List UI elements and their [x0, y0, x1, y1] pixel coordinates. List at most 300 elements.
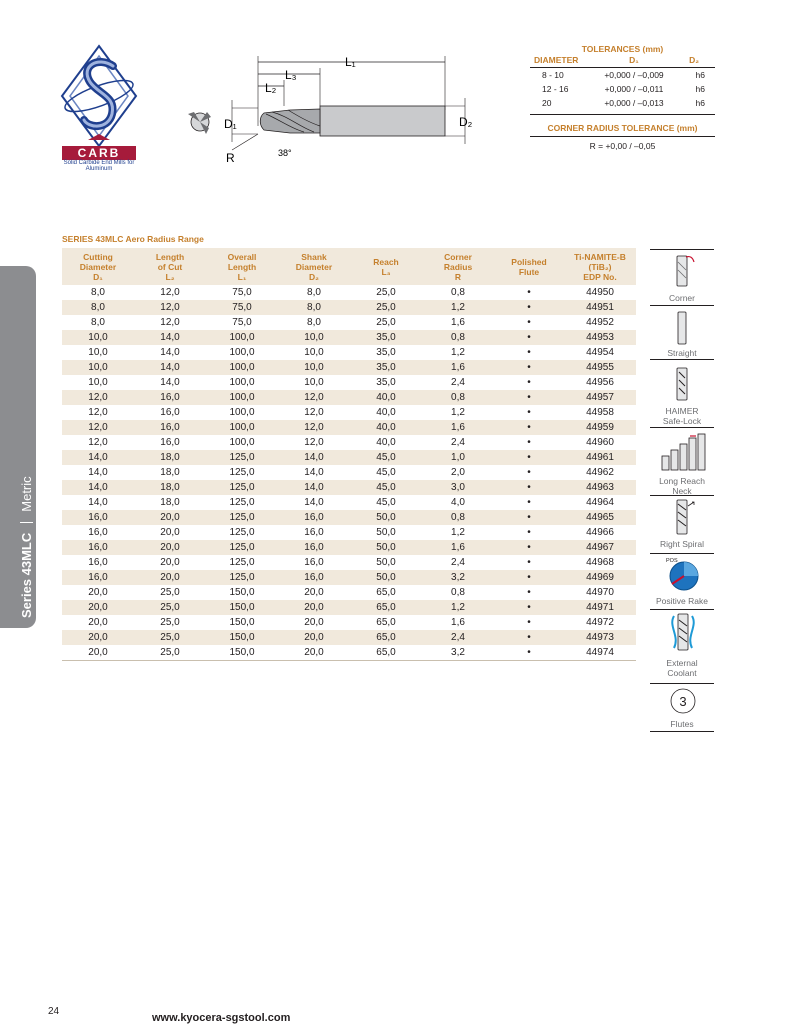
table-cell: 14,0	[134, 360, 206, 375]
table-cell: 44956	[586, 377, 614, 388]
table-cell: 100,0	[229, 437, 255, 448]
table-cell: •	[527, 557, 531, 568]
positive-rake-icon	[650, 554, 714, 596]
l3-label: L₃	[285, 68, 297, 82]
table-cell: 16,0	[88, 527, 108, 538]
table-cell: •	[527, 467, 531, 478]
table-row	[62, 360, 636, 375]
table-cell: 16,0	[160, 407, 180, 418]
table-cell: 18,0	[160, 467, 180, 478]
table-row	[62, 585, 636, 600]
table-cell: •	[527, 287, 531, 298]
table-cell: 20,0	[134, 510, 206, 525]
table-cell: 20,0	[278, 600, 350, 615]
table-cell: 125,0	[206, 570, 278, 585]
divider	[650, 731, 714, 732]
table-cell: 16,0	[304, 557, 324, 568]
external-coolant-icon	[650, 610, 714, 654]
table-cell: 40,0	[376, 437, 396, 448]
table-cell: 1,2	[451, 347, 465, 358]
table-row	[62, 375, 636, 390]
carb-logo	[58, 44, 140, 174]
header-cutting-diameter: Cutting Diameter D₁	[62, 248, 134, 285]
table-cell: 14,0	[278, 450, 350, 465]
feature-right-spiral	[650, 495, 714, 553]
table-cell: 12,0	[278, 390, 350, 405]
table-cell: 44968	[586, 557, 614, 568]
table-cell: 25,0	[160, 617, 180, 628]
table-cell: 10,0	[278, 330, 350, 345]
table-cell: •	[494, 420, 564, 435]
tol-diameter: 20	[542, 98, 552, 108]
table-cell: 44966	[586, 527, 614, 538]
feature-label: Flutes	[670, 719, 694, 729]
table-cell: •	[527, 587, 531, 598]
table-row	[62, 390, 636, 405]
tolerances-row	[530, 96, 715, 110]
table-cell: 10,0	[304, 377, 324, 388]
table-cell: 12,0	[88, 407, 108, 418]
table-cell: •	[494, 570, 564, 585]
table-cell: •	[494, 510, 564, 525]
table-cell: 20,0	[62, 645, 134, 661]
table-cell: 16,0	[304, 527, 324, 538]
table-cell: 50,0	[376, 557, 396, 568]
table-row	[62, 285, 636, 300]
flutes-icon	[650, 684, 714, 718]
table-cell: 10,0	[304, 347, 324, 358]
table-cell: 150,0	[206, 645, 278, 661]
table-cell: 18,0	[160, 497, 180, 508]
table-cell: 44960	[586, 437, 614, 448]
side-tab-unit: Metric	[19, 476, 34, 512]
table-header-row	[62, 248, 636, 285]
table-cell: 2,4	[451, 557, 465, 568]
table-cell: 44958	[586, 407, 614, 418]
table-cell: 44962	[586, 467, 614, 478]
tolerances-header-d2: D₂	[689, 55, 699, 65]
table-cell: 16,0	[134, 390, 206, 405]
table-row	[62, 330, 636, 345]
table-row	[62, 405, 636, 420]
header-polished-flute: Polished Flute	[494, 248, 564, 285]
l2-label: L₂	[265, 81, 277, 95]
table-cell: •	[494, 630, 564, 645]
table-cell: 14,0	[160, 347, 180, 358]
series-side-tab	[0, 266, 36, 628]
feature-label: Long Reach Neck	[659, 476, 705, 496]
table-cell: 10,0	[88, 347, 108, 358]
table-cell: 12,0	[160, 317, 180, 328]
table-row	[62, 420, 636, 435]
table-cell: 20,0	[304, 587, 324, 598]
table-cell: 35,0	[350, 330, 422, 345]
tolerances-row	[530, 82, 715, 96]
flute-count: 3	[679, 694, 687, 709]
divider	[530, 114, 715, 115]
table-cell: 40,0	[376, 407, 396, 418]
feature-long-reach-neck	[650, 427, 714, 495]
header-length-of-cut: Length of Cut L₂	[134, 248, 206, 285]
long-reach-neck-icon	[650, 428, 714, 474]
table-cell: 14,0	[62, 450, 134, 465]
table-row	[62, 570, 636, 585]
table-cell: 2,4	[451, 377, 465, 388]
table-row	[62, 510, 636, 525]
table-row	[62, 615, 636, 630]
header-corner-radius: Corner Radius R	[422, 248, 494, 285]
feature-corner	[650, 249, 714, 305]
table-cell: 125,0	[206, 450, 278, 465]
table-cell: 1,6	[422, 540, 494, 555]
table-cell: 65,0	[350, 600, 422, 615]
table-cell: 44953	[564, 330, 636, 345]
table-cell: 20,0	[134, 540, 206, 555]
table-cell: 14,0	[304, 467, 324, 478]
table-cell: 12,0	[278, 420, 350, 435]
table-cell: 100,0	[206, 390, 278, 405]
table-cell: 20,0	[88, 617, 108, 628]
table-cell: 2,4	[451, 437, 465, 448]
table-cell: 25,0	[134, 630, 206, 645]
d2-label: D₂	[459, 115, 473, 129]
feature-label: HAIMER Safe-Lock	[662, 406, 702, 426]
tol-d2: h6	[695, 70, 705, 80]
table-cell: 1,2	[422, 300, 494, 315]
table-cell: 14,0	[88, 467, 108, 478]
table-cell: 44969	[564, 570, 636, 585]
table-cell: 16,0	[278, 570, 350, 585]
table-cell: 18,0	[134, 450, 206, 465]
table-cell: 0,8	[451, 287, 465, 298]
table-row	[62, 300, 636, 315]
table-cell: 44957	[564, 390, 636, 405]
header-edp-number: Ti-NAMITE-B (TiB₂) EDP No.	[564, 248, 636, 285]
table-cell: •	[494, 300, 564, 315]
table-cell: 44955	[564, 360, 636, 375]
page-number: 24	[48, 1006, 60, 1017]
table-cell: 44967	[564, 540, 636, 555]
table-cell: 25,0	[134, 600, 206, 615]
table-row	[62, 600, 636, 615]
right-spiral-icon	[650, 496, 714, 538]
table-cell: 3,2	[422, 570, 494, 585]
table-cell: 0,8	[451, 587, 465, 598]
table-cell: •	[527, 497, 531, 508]
tolerances-panel	[530, 44, 715, 151]
table-cell: 125,0	[229, 527, 255, 538]
table-cell: 20,0	[278, 645, 350, 661]
table-cell: 12,0	[160, 287, 180, 298]
tol-diameter: 12 - 16	[542, 84, 569, 94]
table-cell: 35,0	[376, 347, 396, 358]
table-cell: •	[494, 645, 564, 661]
l1-label: L₁	[345, 55, 356, 69]
table-cell: 16,0	[134, 420, 206, 435]
corner-radius-tolerance-title: CORNER RADIUS TOLERANCE (mm)	[530, 123, 715, 137]
table-cell: 75,0	[206, 300, 278, 315]
table-cell: 150,0	[229, 587, 255, 598]
table-cell: 8,0	[307, 287, 321, 298]
carb-tagline: Solid Carbide End Mills for Aluminum	[63, 160, 135, 172]
feature-label: Right Spiral	[660, 539, 704, 549]
carb-s-emblem-icon	[58, 44, 140, 148]
table-cell: 125,0	[229, 497, 255, 508]
table-cell: 25,0	[160, 587, 180, 598]
table-cell: 40,0	[350, 420, 422, 435]
table-cell: 16,0	[160, 437, 180, 448]
table-cell: 125,0	[206, 540, 278, 555]
table-cell: 25,0	[376, 317, 396, 328]
header-reach: Reach L₃	[350, 248, 422, 285]
helix-angle-label: 38°	[278, 148, 292, 158]
table-cell: 1,6	[451, 617, 465, 628]
table-row	[62, 435, 636, 450]
table-cell: 44950	[586, 287, 614, 298]
table-cell: 25,0	[350, 300, 422, 315]
feature-label: External Coolant	[666, 658, 698, 678]
feature-label: Straight	[667, 348, 697, 358]
table-row	[62, 540, 636, 555]
table-cell: 12,0	[62, 420, 134, 435]
table-row	[62, 555, 636, 570]
table-cell: 1,2	[451, 527, 465, 538]
table-cell: 20,0	[160, 527, 180, 538]
tol-diameter: 8 - 10	[542, 70, 564, 80]
end-mill-body	[260, 106, 445, 136]
table-cell: 8,0	[62, 300, 134, 315]
table-row	[62, 450, 636, 465]
table-cell: 45,0	[376, 467, 396, 478]
table-row	[62, 645, 636, 661]
table-row	[62, 315, 636, 330]
table-cell: 12,0	[62, 390, 134, 405]
table-cell: 44959	[564, 420, 636, 435]
table-cell: 4,0	[451, 497, 465, 508]
table-cell: 1,2	[422, 600, 494, 615]
table-cell: 20,0	[134, 570, 206, 585]
table-cell: 3,0	[422, 480, 494, 495]
table-cell: •	[494, 330, 564, 345]
table-cell: 20,0	[62, 600, 134, 615]
table-cell: 20,0	[304, 617, 324, 628]
table-cell: 16,0	[278, 540, 350, 555]
table-cell: 125,0	[229, 557, 255, 568]
pos-badge: POS	[666, 558, 678, 564]
table-cell: 35,0	[350, 360, 422, 375]
table-body	[62, 285, 636, 661]
table-cell: 25,0	[134, 645, 206, 661]
feature-haimer-safe-lock	[650, 359, 714, 427]
table-cell: 44963	[564, 480, 636, 495]
table-cell: 1,2	[451, 407, 465, 418]
table-row	[62, 345, 636, 360]
table-cell: 44965	[564, 510, 636, 525]
tolerances-title: TOLERANCES (mm)	[581, 44, 664, 54]
table-cell: 44954	[586, 347, 614, 358]
table-cell: 10,0	[278, 360, 350, 375]
feature-external-coolant	[650, 609, 714, 683]
feature-flutes	[650, 683, 714, 731]
table-cell: 45,0	[350, 450, 422, 465]
d1-label: D₁	[224, 117, 237, 131]
table-cell: 65,0	[376, 587, 396, 598]
tolerances-header-diameter: DIAMETER	[534, 55, 579, 65]
table-cell: 125,0	[229, 467, 255, 478]
table-cell: 8,0	[91, 317, 105, 328]
table-cell: 20,0	[62, 630, 134, 645]
table-cell: 44964	[586, 497, 614, 508]
table-cell: 20,0	[278, 630, 350, 645]
table-cell: 16,0	[278, 510, 350, 525]
table-cell: 12,0	[304, 437, 324, 448]
radius-label: R	[226, 151, 235, 165]
table-cell: 44951	[564, 300, 636, 315]
feature-icons-sidebar	[650, 249, 714, 732]
table-cell: 50,0	[376, 527, 396, 538]
table-cell: 50,0	[350, 540, 422, 555]
table-cell: •	[494, 390, 564, 405]
table-cell: •	[494, 480, 564, 495]
table-cell: 40,0	[350, 390, 422, 405]
table-cell: 45,0	[350, 480, 422, 495]
table-cell: •	[527, 377, 531, 388]
corner-radius-tolerance-value: R = +0,00 / –0,05	[589, 141, 656, 151]
table-cell: 44971	[564, 600, 636, 615]
table-cell: 0,8	[422, 510, 494, 525]
table-cell: •	[527, 437, 531, 448]
table-row	[62, 630, 636, 645]
table-cell: 8,0	[307, 317, 321, 328]
table-cell: 0,8	[422, 330, 494, 345]
side-tab-series: Series 43MLC	[19, 532, 34, 618]
table-cell: •	[527, 617, 531, 628]
table-cell: 100,0	[229, 347, 255, 358]
table-cell: 8,0	[91, 287, 105, 298]
table-cell: 20,0	[88, 587, 108, 598]
carb-wordmark: CARB	[62, 146, 136, 160]
feature-positive-rake	[650, 553, 714, 609]
table-cell: 10,0	[62, 360, 134, 375]
table-cell: 1,6	[451, 317, 465, 328]
header-shank-diameter: Shank Diameter D₂	[278, 248, 350, 285]
header-overall-length: Overall Length L₁	[206, 248, 278, 285]
table-cell: •	[527, 407, 531, 418]
table-cell: 50,0	[350, 570, 422, 585]
corner-radius-icon	[650, 250, 714, 290]
table-cell: •	[527, 527, 531, 538]
tolerances-row	[530, 68, 715, 82]
tol-d2: h6	[695, 98, 705, 108]
table-cell: 44972	[586, 617, 614, 628]
table-cell: 16,0	[62, 570, 134, 585]
table-cell: 100,0	[206, 360, 278, 375]
tol-d1: +0,000 / –0,011	[604, 84, 664, 94]
table-cell: 16,0	[62, 540, 134, 555]
cutter-end-view-icon	[188, 112, 211, 134]
table-cell: 100,0	[229, 407, 255, 418]
table-cell: 8,0	[278, 300, 350, 315]
table-cell: 45,0	[376, 497, 396, 508]
table-cell: 100,0	[206, 420, 278, 435]
table-cell: 12,0	[134, 300, 206, 315]
table-cell: 100,0	[229, 377, 255, 388]
table-cell: 10,0	[88, 377, 108, 388]
table-cell: 25,0	[376, 287, 396, 298]
table-row	[62, 495, 636, 510]
feature-label: Positive Rake	[656, 596, 708, 606]
table-cell: 1,0	[422, 450, 494, 465]
tolerances-header-d1: D₁	[629, 55, 639, 65]
table-cell: 125,0	[206, 480, 278, 495]
table-cell: 100,0	[206, 330, 278, 345]
table-cell: 18,0	[134, 480, 206, 495]
table-cell: 150,0	[229, 617, 255, 628]
tolerances-header	[530, 55, 715, 68]
straight-shank-icon	[650, 306, 714, 346]
table-cell: 125,0	[206, 510, 278, 525]
table-cell: 14,0	[62, 480, 134, 495]
table-cell: 14,0	[134, 330, 206, 345]
table-row	[62, 465, 636, 480]
table-cell: 150,0	[206, 630, 278, 645]
table-cell: •	[527, 317, 531, 328]
table-cell: 1,6	[422, 420, 494, 435]
table-cell: 14,0	[304, 497, 324, 508]
table-cell: 16,0	[88, 557, 108, 568]
table-cell: 75,0	[232, 287, 252, 298]
table-cell: 44952	[586, 317, 614, 328]
table-cell: 150,0	[206, 600, 278, 615]
table-cell: 12,0	[304, 407, 324, 418]
table-cell: 20,0	[160, 557, 180, 568]
table-cell: 14,0	[160, 377, 180, 388]
table-cell: 44973	[564, 630, 636, 645]
table-cell: 44970	[586, 587, 614, 598]
table-cell: 50,0	[350, 510, 422, 525]
series-title: SERIES 43MLC Aero Radius Range	[62, 234, 204, 244]
table-cell: •	[494, 450, 564, 465]
divider	[20, 522, 33, 523]
table-cell: 44961	[564, 450, 636, 465]
table-cell: 1,6	[422, 360, 494, 375]
table-cell: 14,0	[88, 497, 108, 508]
table-cell: 44974	[564, 645, 636, 661]
table-cell: 14,0	[278, 480, 350, 495]
end-mill-drawing	[180, 50, 490, 170]
table-cell: •	[494, 600, 564, 615]
table-cell: 75,0	[232, 317, 252, 328]
feature-label: Corner	[669, 293, 695, 303]
feature-straight	[650, 305, 714, 359]
table-row	[62, 525, 636, 540]
table-cell: 65,0	[376, 617, 396, 628]
tol-d1: +0,000 / –0,009	[604, 70, 664, 80]
table-cell: 65,0	[350, 645, 422, 661]
table-cell: 12,0	[88, 437, 108, 448]
table-cell: 3,2	[422, 645, 494, 661]
table-cell: •	[527, 347, 531, 358]
table-cell: 65,0	[350, 630, 422, 645]
tol-d2: h6	[695, 84, 705, 94]
table-cell: 10,0	[62, 330, 134, 345]
table-cell: 16,0	[62, 510, 134, 525]
website-link[interactable]: www.kyocera-sgstool.com	[152, 1012, 291, 1024]
table-cell: 0,8	[422, 390, 494, 405]
product-table	[62, 248, 636, 661]
haimer-safe-lock-icon	[650, 360, 714, 404]
table-cell: 2,4	[422, 630, 494, 645]
